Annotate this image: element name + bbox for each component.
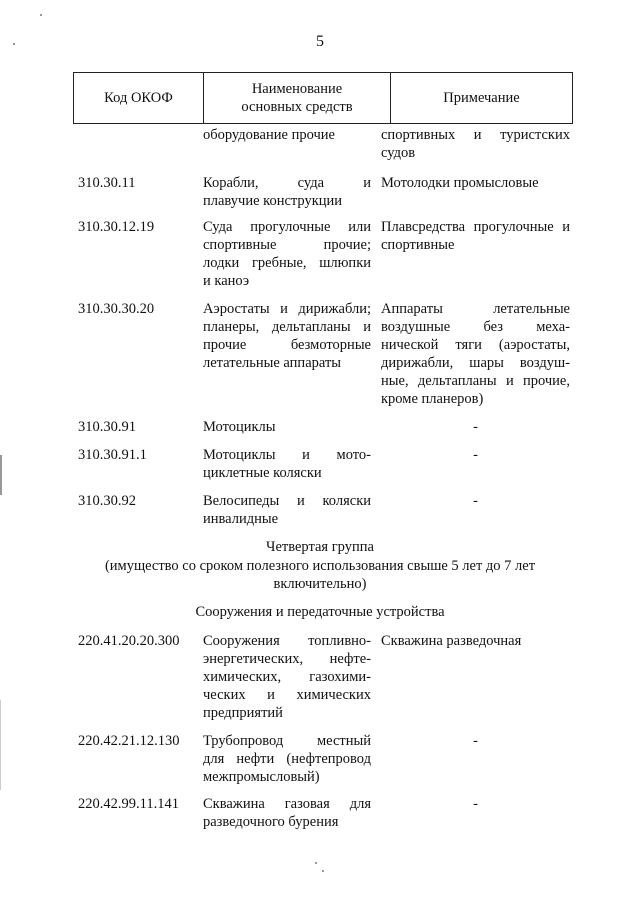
- okof-code: 310.30.30.20: [78, 301, 155, 317]
- asset-name: оборудование прочие: [203, 127, 335, 143]
- asset-note: -: [473, 733, 478, 749]
- asset-note: -: [473, 447, 478, 463]
- asset-note: -: [473, 493, 478, 509]
- asset-name: Корабли, суда и плавучие конструкции: [203, 175, 371, 209]
- okof-code: 220.42.99.11.141: [78, 796, 179, 812]
- asset-name: Суда прогулочные или спортивные прочие; лодки гребные, шлюпки и каноэ: [203, 219, 371, 289]
- asset-name: Мотоциклы: [203, 419, 276, 435]
- asset-name: Аэростаты и дирижабли; планеры, дельтапланы и прочие безмоторные летательные аппараты: [203, 301, 371, 371]
- asset-name: Сооружения топливно- энергетических, нефте- химических, газохими- ческих и химических предприятий: [203, 633, 371, 721]
- asset-note: Скважина разведочная: [381, 633, 522, 649]
- header-code-okof: Код ОКОФ: [74, 73, 204, 124]
- asset-name: Трубопровод местный для нефти (нефтепровод межпромысловый): [203, 733, 371, 785]
- header-note: Примечание: [391, 73, 573, 124]
- asset-note: -: [473, 796, 478, 812]
- asset-note: Аппараты летательные воздушные без меха- нической тяги (аэростаты, дирижабли, шары воздуш- ные, дельтапланы и прочие, кроме планеров): [381, 301, 570, 407]
- okof-code: 310.30.91: [78, 419, 136, 435]
- scan-speck: [315, 862, 317, 864]
- asset-name: Велосипеды и коляски инвалидные: [203, 493, 371, 527]
- asset-note: Плавсредства прогулочные и спортивные: [381, 219, 570, 253]
- okof-code: 310.30.91.1: [78, 447, 147, 463]
- asset-note: Мотолодки промысловые: [381, 175, 539, 191]
- asset-name: Мотоциклы и мото- циклетные коляски: [203, 447, 371, 481]
- page-number: 5: [316, 33, 324, 50]
- section-title: Сооружения и передаточные устройства: [195, 604, 445, 620]
- okof-code: 310.30.92: [78, 493, 136, 509]
- group-title: Четвертая группа: [266, 539, 374, 555]
- table-header: [73, 72, 573, 124]
- group-subtitle: (имущество со сроком полезного использования свыше 5 лет до 7 лет: [104, 558, 536, 574]
- okof-code: 310.30.11: [78, 175, 136, 191]
- scan-speck: [322, 870, 324, 872]
- okof-code: 220.42.21.12.130: [78, 733, 180, 749]
- header-name: Наименование основных средств: [204, 73, 391, 124]
- scan-speck: [40, 14, 42, 16]
- okof-code: 220.41.20.20.300: [78, 633, 180, 649]
- okof-code: 310.30.12.19: [78, 219, 155, 235]
- asset-name: Скважина газовая для разведочного бурения: [203, 796, 371, 830]
- scan-edge-mark: [0, 455, 2, 495]
- asset-note: спортивных и туристских судов: [381, 127, 570, 161]
- asset-note: -: [473, 419, 478, 435]
- group-subtitle-cont: включительно): [273, 576, 367, 592]
- scan-edge-mark: [0, 700, 1, 790]
